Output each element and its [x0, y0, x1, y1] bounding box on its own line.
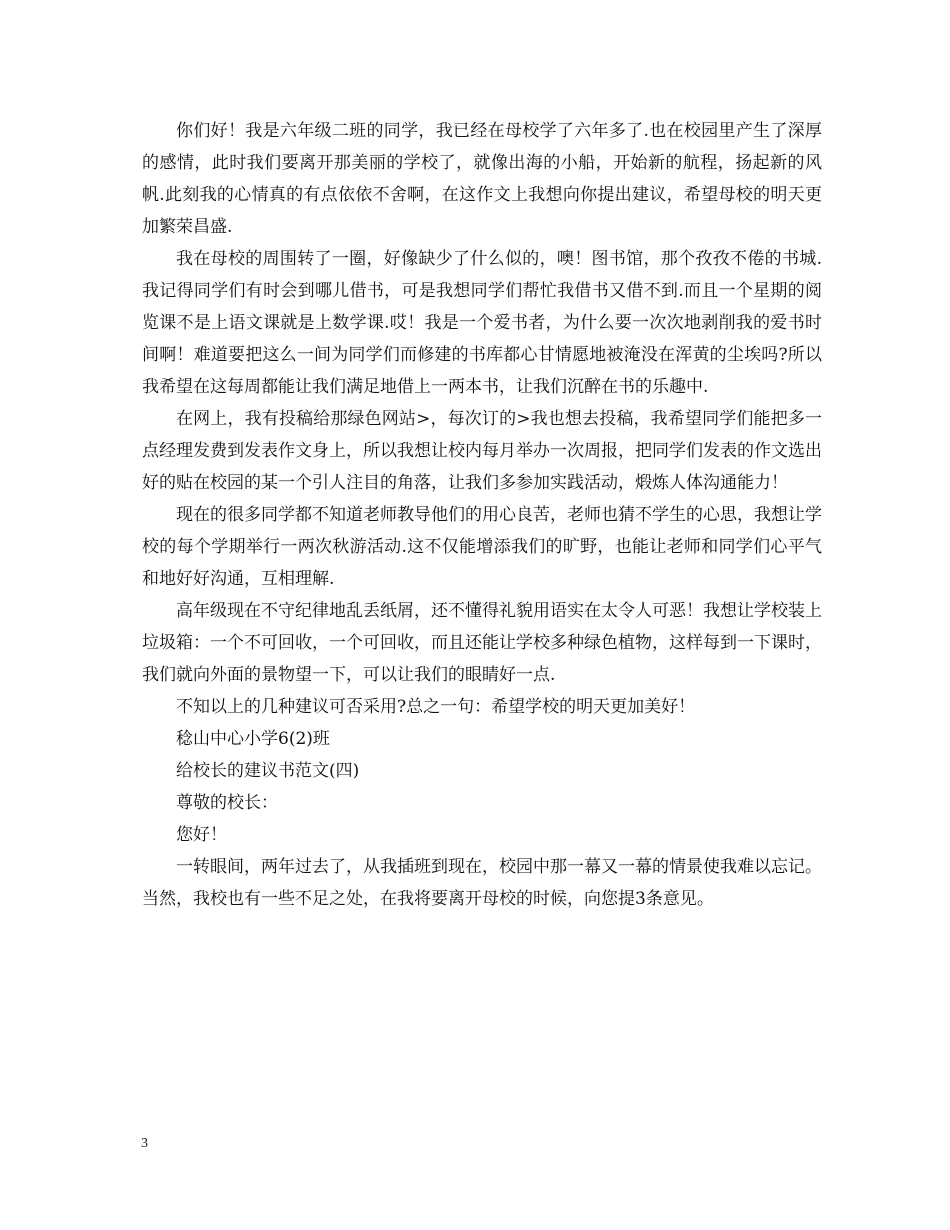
paragraph-library: 我在母校的周围转了一圈，好像缺少了什么似的，噢！图书馆，那个孜孜不倦的书城.我记得同学们有时会到哪儿借书，可是我想同学们帮忙我借书又借不到.而且一个星期的阅览课不是上语文课就是上数学课.哎！我是一个爱书者，为什么要一次次地剥削我的爱书时间啊！难道要把这么一间为同学们而修建的书库都心甘情愿地被淹没在浑黄的尘埃吗?所以我希望在这每周都能让我们满足地借上一两本书，让我们沉醉在书的乐趣中.	[142, 249, 822, 397]
paragraph-hello: 您好！	[176, 825, 227, 845]
paragraph-intro-letter-four: 一转眼间，两年过去了，从我插班到现在，校园中那一幕又一幕的情景使我难以忘记。当然，我校也有一些不足之处，在我将要离开母校的时候，向您提3条意见。	[142, 857, 822, 909]
paragraph-closing: 不知以上的几种建议可否采用?总之一句：希望学校的明天更加美好！	[176, 697, 696, 717]
paragraph-section-title: 给校长的建议书范文(四)	[176, 761, 360, 781]
paragraph-trash-bins: 高年级现在不守纪律地乱丢纸屑，还不懂得礼貌用语实在太令人可恶！我想让学校装上垃圾箱：一个不可回收，一个可回收，而且还能让学校多种绿色植物，这样每到一下课时，我们就向外面的景物望一下，可以让我们的眼睛好一点.	[142, 601, 822, 685]
paragraph-autumn-trip: 现在的很多同学都不知道老师教导他们的用心良苦，老师也猜不学生的心思，我想让学校的每个学期举行一两次秋游活动.这不仅能增添我们的旷野，也能让老师和同学们心平气和地好好沟通，互相理解.	[142, 505, 822, 589]
document-body	[142, 115, 822, 915]
paragraph-weekly-paper: 在网上，我有投稿给那绿色网站>，每次订的>我也想去投稿，我希望同学们能把多一点经理发费到发表作文身上，所以我想让校内每月举办一次周报，把同学们发表的作文选出好的贴在校园的某一个引人注目的角落，让我们多参加实践活动，煅炼人体沟通能力！	[142, 409, 822, 493]
paragraph-salutation: 尊敬的校长：	[176, 793, 278, 813]
page-number: 3	[141, 1136, 148, 1151]
paragraph-greeting: 你们好！我是六年级二班的同学，我已经在母校学了六年多了.也在校园里产生了深厚的感情，此时我们要离开那美丽的学校了，就像出海的小船，开始新的航程，扬起新的风帆.此刻我的心情真的有点依依不舍啊，在这作文上我想向你提出建议，希望母校的明天更加繁荣昌盛.	[142, 121, 822, 237]
paragraph-signature-class: 稔山中心小学6(2)班	[176, 729, 330, 749]
